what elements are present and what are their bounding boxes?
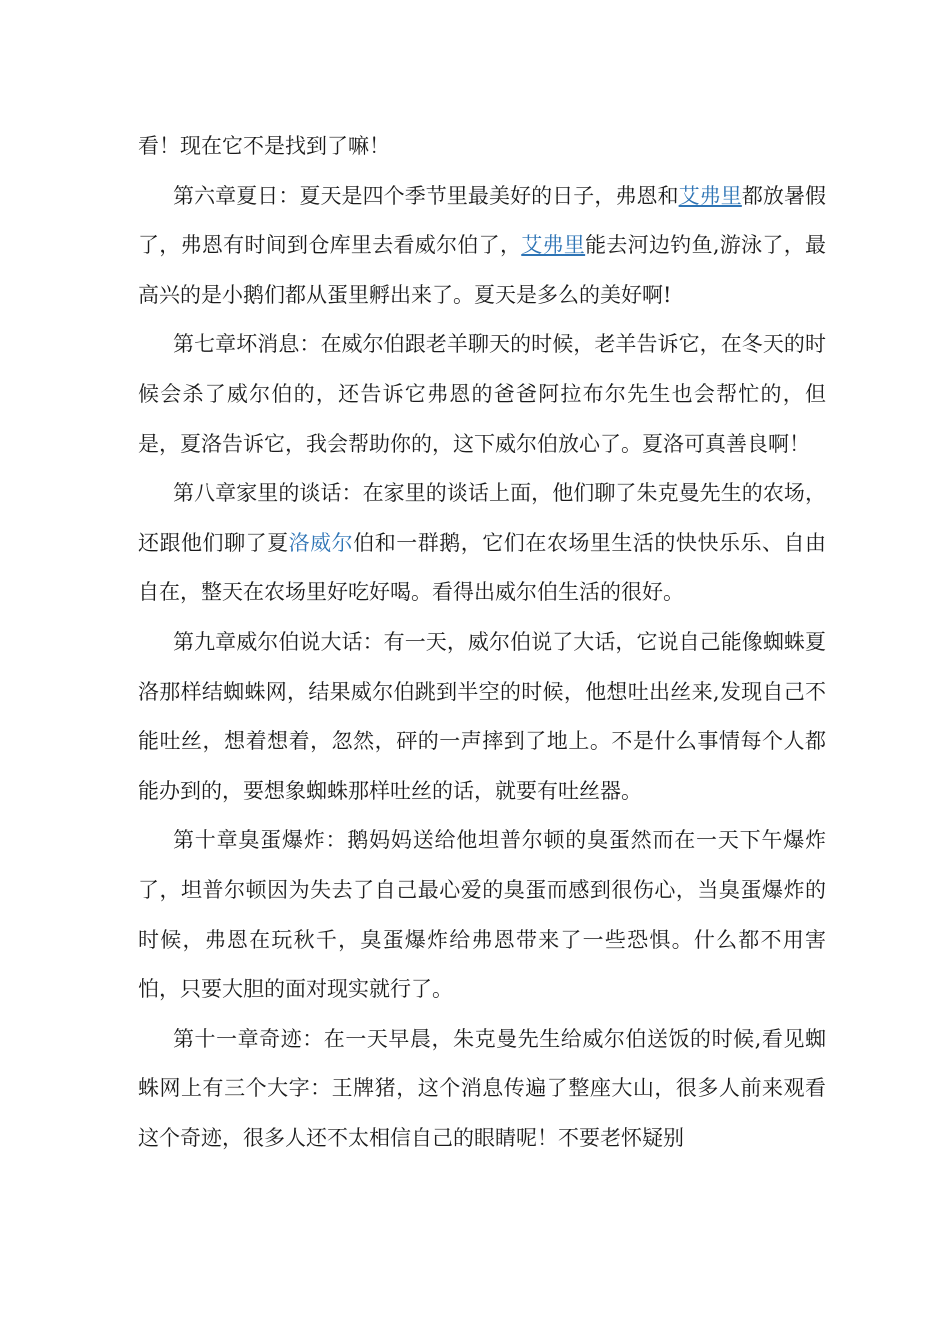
paragraph-chapter-8: [138, 469, 826, 618]
paragraph-chapter-9: [138, 618, 826, 816]
link-lowell[interactable]: 洛威尔: [288, 530, 354, 555]
paragraph-text: 第七章坏消息：在威尔伯跟老羊聊天的时候，老羊告诉它，在冬天的时候会杀了威尔伯的，还告诉它弗恩的爸爸阿拉布尔先生也会帮忙的，但是，夏洛告诉它，我会帮助你的，这下威尔伯放心了。夏洛可真善良啊！: [138, 332, 826, 456]
paragraph-chapter-6: [138, 172, 826, 321]
link-avery[interactable]: 艾弗里: [521, 233, 586, 258]
paragraph-text: 都放暑假了，弗恩有时间到仓库里去看威尔伯了，: [138, 183, 827, 258]
paragraph-text: 第九章威尔伯说大话：有一天，威尔伯说了大话，它说自己能像蜘蛛夏洛那样结蜘蛛网，结果威尔伯跳到半空的时候，他想吐出丝来,发现自己不能吐丝，想着想着，忽然，砰的一声摔到了地上。不是什么事情每个人都能办到的，要想象蜘蛛那样吐丝的话，就要有吐丝器。: [138, 629, 826, 803]
paragraph-text: 第十一章奇迹：在一天早晨，朱克曼先生给威尔伯送饭的时候,看见蜘蛛网上有三个大字：王牌猪，这个消息传遍了整座大山，很多人前来观看这个奇迹，很多人还不太相信自己的眼睛呢！不要老怀疑别: [138, 1026, 826, 1150]
paragraph-chapter-11: [138, 1015, 826, 1164]
paragraph-text: 能去河边钓鱼,游泳了，最高兴的是小鹅们都从蛋里孵出来了。夏天是多么的美好啊!: [138, 233, 827, 307]
link-avery[interactable]: 艾弗里: [678, 183, 742, 208]
paragraph-text: 第八章家里的谈话：在家里的谈话上面，他们聊了朱克曼先生的农场，还跟他们聊了夏: [138, 481, 826, 555]
paragraph-text: 第六章夏日：夏天是四个季节里最美好的日子，弗恩和: [173, 183, 679, 208]
paragraph-chapter-7: [138, 320, 826, 469]
paragraph-text: 第十章臭蛋爆炸：鹅妈妈送给他坦普尔顿的臭蛋然而在一天下午爆炸了，坦普尔顿因为失去了自己最心爱的臭蛋而感到很伤心，当臭蛋爆炸的时候，弗恩在玩秋千，臭蛋爆炸给弗恩带来了一些恐惧。什么都不用害怕，只要大胆的面对现实就行了。: [138, 828, 826, 1002]
document-page: [138, 122, 826, 1163]
paragraph-text: 伯和一群鹅，它们在农场里生活的快快乐乐、自由自在，整天在农场里好吃好喝。看得出威尔伯生活的很好。: [138, 530, 827, 605]
paragraph-text: 看！现在它不是找到了嘛！: [138, 134, 390, 158]
paragraph-chapter-10: [138, 816, 826, 1014]
paragraph-continuation: [138, 122, 826, 172]
